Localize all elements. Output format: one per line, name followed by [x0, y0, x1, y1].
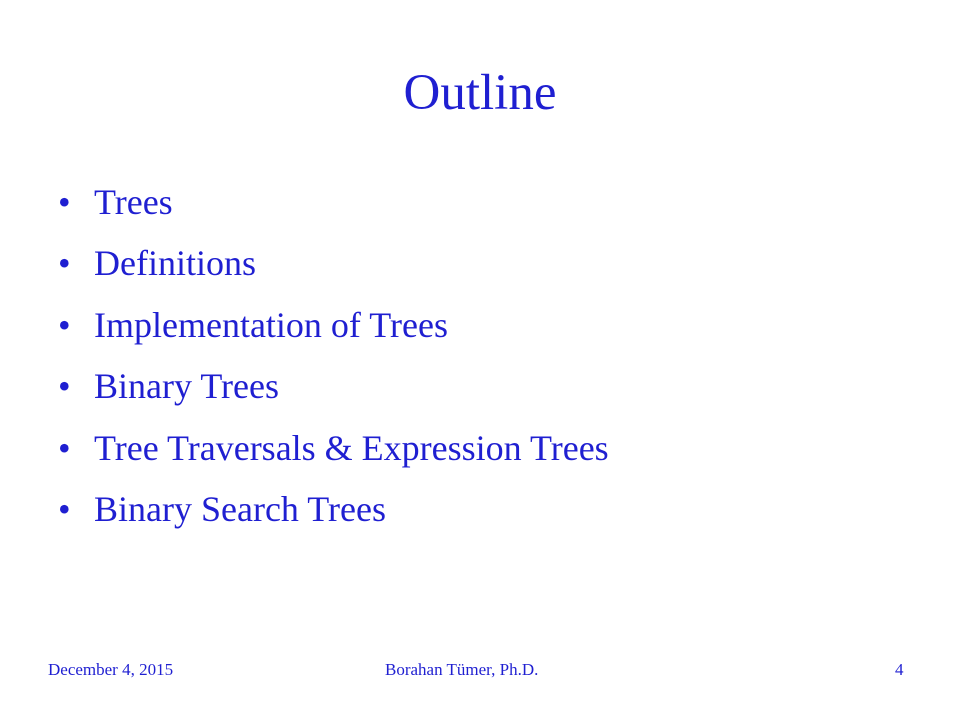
- bullet-marker: •: [58, 181, 71, 222]
- bullet-marker: •: [58, 243, 71, 284]
- slide-title: Outline: [403, 65, 557, 121]
- bullet-marker: •: [58, 304, 71, 345]
- bullet-marker: •: [58, 427, 71, 468]
- bullet-item-traversals: [58, 417, 609, 479]
- bullet-item-trees: [58, 171, 609, 233]
- bullet-item-binary-trees: [58, 356, 609, 418]
- page-number: 4: [895, 660, 904, 679]
- bullet-text: Binary Search Trees: [94, 489, 386, 530]
- bullet-text: Binary Trees: [94, 366, 280, 407]
- bullet-marker: •: [58, 489, 71, 530]
- bullet-text: Implementation of Trees: [94, 304, 448, 345]
- bullet-item-implementation: [58, 294, 609, 356]
- footer-date: December 4, 2015: [48, 660, 174, 679]
- bullet-text: Trees: [94, 181, 173, 222]
- bullet-list: [58, 171, 609, 540]
- bullet-text: Tree Traversals & Expression Trees: [94, 427, 609, 468]
- footer-author: Borahan Tümer, Ph.D.: [385, 660, 539, 679]
- bullet-item-search-trees: [58, 479, 609, 541]
- bullet-marker: •: [58, 366, 71, 407]
- bullet-text: Definitions: [94, 243, 256, 284]
- bullet-item-definitions: [58, 233, 609, 295]
